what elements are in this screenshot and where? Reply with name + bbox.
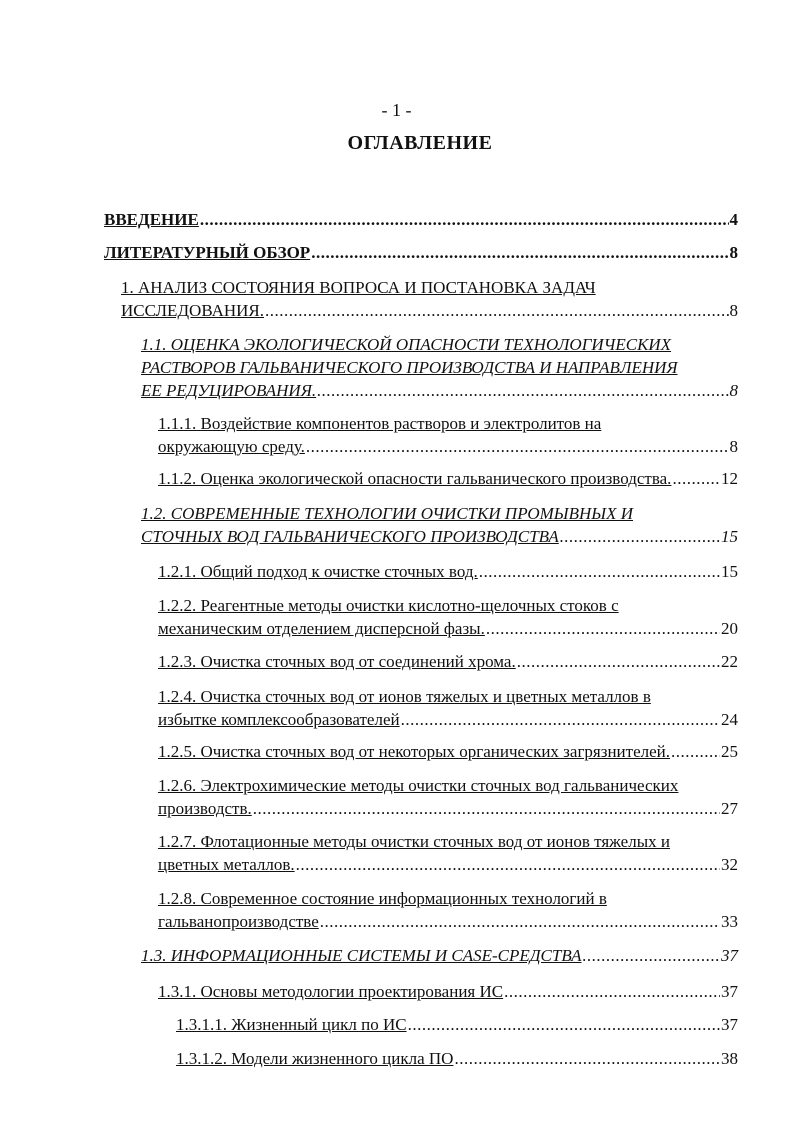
toc-page-number: 4 <box>729 210 738 229</box>
toc-entry[interactable] <box>141 502 738 548</box>
toc-dot-leader <box>320 910 720 933</box>
toc-page-number: 8 <box>729 381 738 400</box>
toc-heading: ОГЛАВЛЕНИЕ <box>347 132 493 154</box>
toc-dot-leader <box>408 1013 720 1036</box>
toc-entry[interactable] <box>158 740 738 763</box>
toc-page-number: 27 <box>721 799 738 818</box>
toc-page-number: 15 <box>721 562 738 581</box>
toc-dot-leader <box>296 853 720 876</box>
toc-entry[interactable] <box>158 887 738 933</box>
toc-dot-leader <box>401 708 720 731</box>
toc-entry-title-line: 1.1.2. Оценка экологической опасности гальванического производства. <box>158 469 672 488</box>
toc-entry[interactable] <box>158 560 738 583</box>
toc-entry[interactable] <box>158 980 738 1003</box>
toc-entry-title-line: 1.2.3. Очистка сточных вод от соединений хрома. <box>158 652 516 671</box>
toc-entry[interactable] <box>158 594 738 640</box>
toc-page-number: 32 <box>721 855 738 874</box>
toc-page-number: 38 <box>721 1049 738 1068</box>
toc-entry-title-line: 1.3.1. Основы методологии проектирования ИС <box>158 982 504 1001</box>
toc-entry-title-line: цветных металлов. <box>158 855 295 874</box>
toc-dot-leader <box>504 980 720 1003</box>
toc-page-number: 37 <box>721 1015 738 1034</box>
toc-entry-title-line: СТОЧНЫХ ВОД ГАЛЬВАНИЧЕСКОГО ПРОИЗВОДСТВА <box>141 527 559 546</box>
toc-page-number: 8 <box>729 243 738 262</box>
toc-dot-leader <box>517 650 720 673</box>
toc-dot-leader <box>311 241 728 264</box>
toc-entry-title-line: РАСТВОРОВ ГАЛЬВАНИЧЕСКОГО ПРОИЗВОДСТВА И НАПРАВЛЕНИЯ <box>141 358 678 377</box>
toc-entry-title-line: ЛИТЕРАТУРНЫЙ ОБЗОР <box>104 243 311 262</box>
toc-page-number: 12 <box>721 469 738 488</box>
toc-entry-title-line: 1.2.1. Общий подход к очистке сточных вод. <box>158 562 478 581</box>
toc-entry-title-line: ЕЕ РЕДУЦИРОВАНИЯ. <box>141 381 317 400</box>
toc-entry-title-line: 1.3. ИНФОРМАЦИОННЫЕ СИСТЕМЫ И CASE-СРЕДСТВА <box>141 946 582 965</box>
toc-entry-title-line: 1.3.1.1. Жизненный цикл по ИС <box>176 1015 407 1034</box>
toc-dot-leader <box>200 208 729 231</box>
toc-entry-title-line: ВВЕДЕНИЕ <box>104 210 199 229</box>
toc-page-number: 22 <box>721 652 738 671</box>
toc-page-number: 37 <box>721 982 738 1001</box>
toc-page-number: 24 <box>721 710 738 729</box>
toc-entry[interactable] <box>158 467 738 490</box>
toc-page-number: 25 <box>721 742 738 761</box>
toc-page-number: 8 <box>729 301 738 320</box>
toc-entry-title-line: 1.2.5. Очистка сточных вод от некоторых органических загрязнителей. <box>158 742 670 761</box>
toc-dot-leader <box>479 560 720 583</box>
toc-page-number: 33 <box>721 912 738 931</box>
toc-entry[interactable] <box>158 774 738 820</box>
toc-entry[interactable] <box>176 1013 738 1036</box>
toc-entry-title-line: 1.2.7. Флотационные методы очистки сточных вод от ионов тяжелых и <box>158 832 670 851</box>
toc-entry-title-line: 1.1.1. Воздействие компонентов растворов и электролитов на <box>158 414 602 433</box>
toc-entry-title-line: 1.2.4. Очистка сточных вод от ионов тяжелых и цветных металлов в <box>158 687 651 706</box>
toc-entry-title-line: производств. <box>158 799 252 818</box>
toc-entry-title-line: 1.3.1.2. Модели жизненного цикла ПО <box>176 1049 454 1068</box>
toc-entry[interactable] <box>104 208 738 231</box>
toc-entry-title-line: 1.2. СОВРЕМЕННЫЕ ТЕХНОЛОГИИ ОЧИСТКИ ПРОМЫВНЫХ И <box>141 504 634 523</box>
toc-dot-leader <box>454 1047 720 1070</box>
toc-entry[interactable] <box>158 412 738 458</box>
toc-entry-title-line: 1.2.6. Электрохимические методы очистки сточных вод гальванических <box>158 776 679 795</box>
toc-page-number: 8 <box>729 437 738 456</box>
toc-dot-leader <box>317 379 728 402</box>
toc-entry-title-line: 1. АНАЛИЗ СОСТОЯНИЯ ВОПРОСА И ПОСТАНОВКА ЗАДАЧ <box>121 278 596 297</box>
toc-page-number: 37 <box>721 946 738 965</box>
toc-dot-leader <box>253 797 720 820</box>
toc-entry[interactable] <box>176 1047 738 1070</box>
toc-entry-title-line: окружающую среду. <box>158 437 305 456</box>
toc-entry[interactable] <box>141 333 738 402</box>
toc-dot-leader <box>306 435 729 458</box>
toc-entry[interactable] <box>158 685 738 731</box>
toc-entry[interactable] <box>104 241 738 264</box>
toc-entry[interactable] <box>158 650 738 673</box>
toc-entry[interactable] <box>158 830 738 876</box>
toc-dot-leader <box>671 740 720 763</box>
toc-dot-leader <box>672 467 720 490</box>
toc-entry[interactable] <box>121 276 738 322</box>
toc-entry-title-line: 1.2.2. Реагентные методы очистки кислотно-щелочных стоков с <box>158 596 619 615</box>
toc-dot-leader <box>582 944 720 967</box>
toc-entry-title-line: 1.2.8. Современное состояние информационных технологий в <box>158 889 607 908</box>
toc-page-number: 15 <box>721 527 738 546</box>
toc-entry-title-line: 1.1. ОЦЕНКА ЭКОЛОГИЧЕСКОЙ ОПАСНОСТИ ТЕХНОЛОГИЧЕСКИХ <box>141 335 672 354</box>
toc-entry-title-line: ИССЛЕДОВАНИЯ. <box>121 301 265 320</box>
toc-entry-title-line: избытке комплексообразователей <box>158 710 400 729</box>
toc-entry-title-line: механическим отделением дисперсной фазы. <box>158 619 485 638</box>
page-number: - 1 - <box>381 100 412 120</box>
toc-dot-leader <box>560 525 720 548</box>
toc-dot-leader <box>265 299 728 322</box>
toc-entry-title-line: гальванопроизводстве <box>158 912 319 931</box>
toc-entry[interactable] <box>141 944 738 967</box>
toc-dot-leader <box>486 617 720 640</box>
toc-page-number: 20 <box>721 619 738 638</box>
